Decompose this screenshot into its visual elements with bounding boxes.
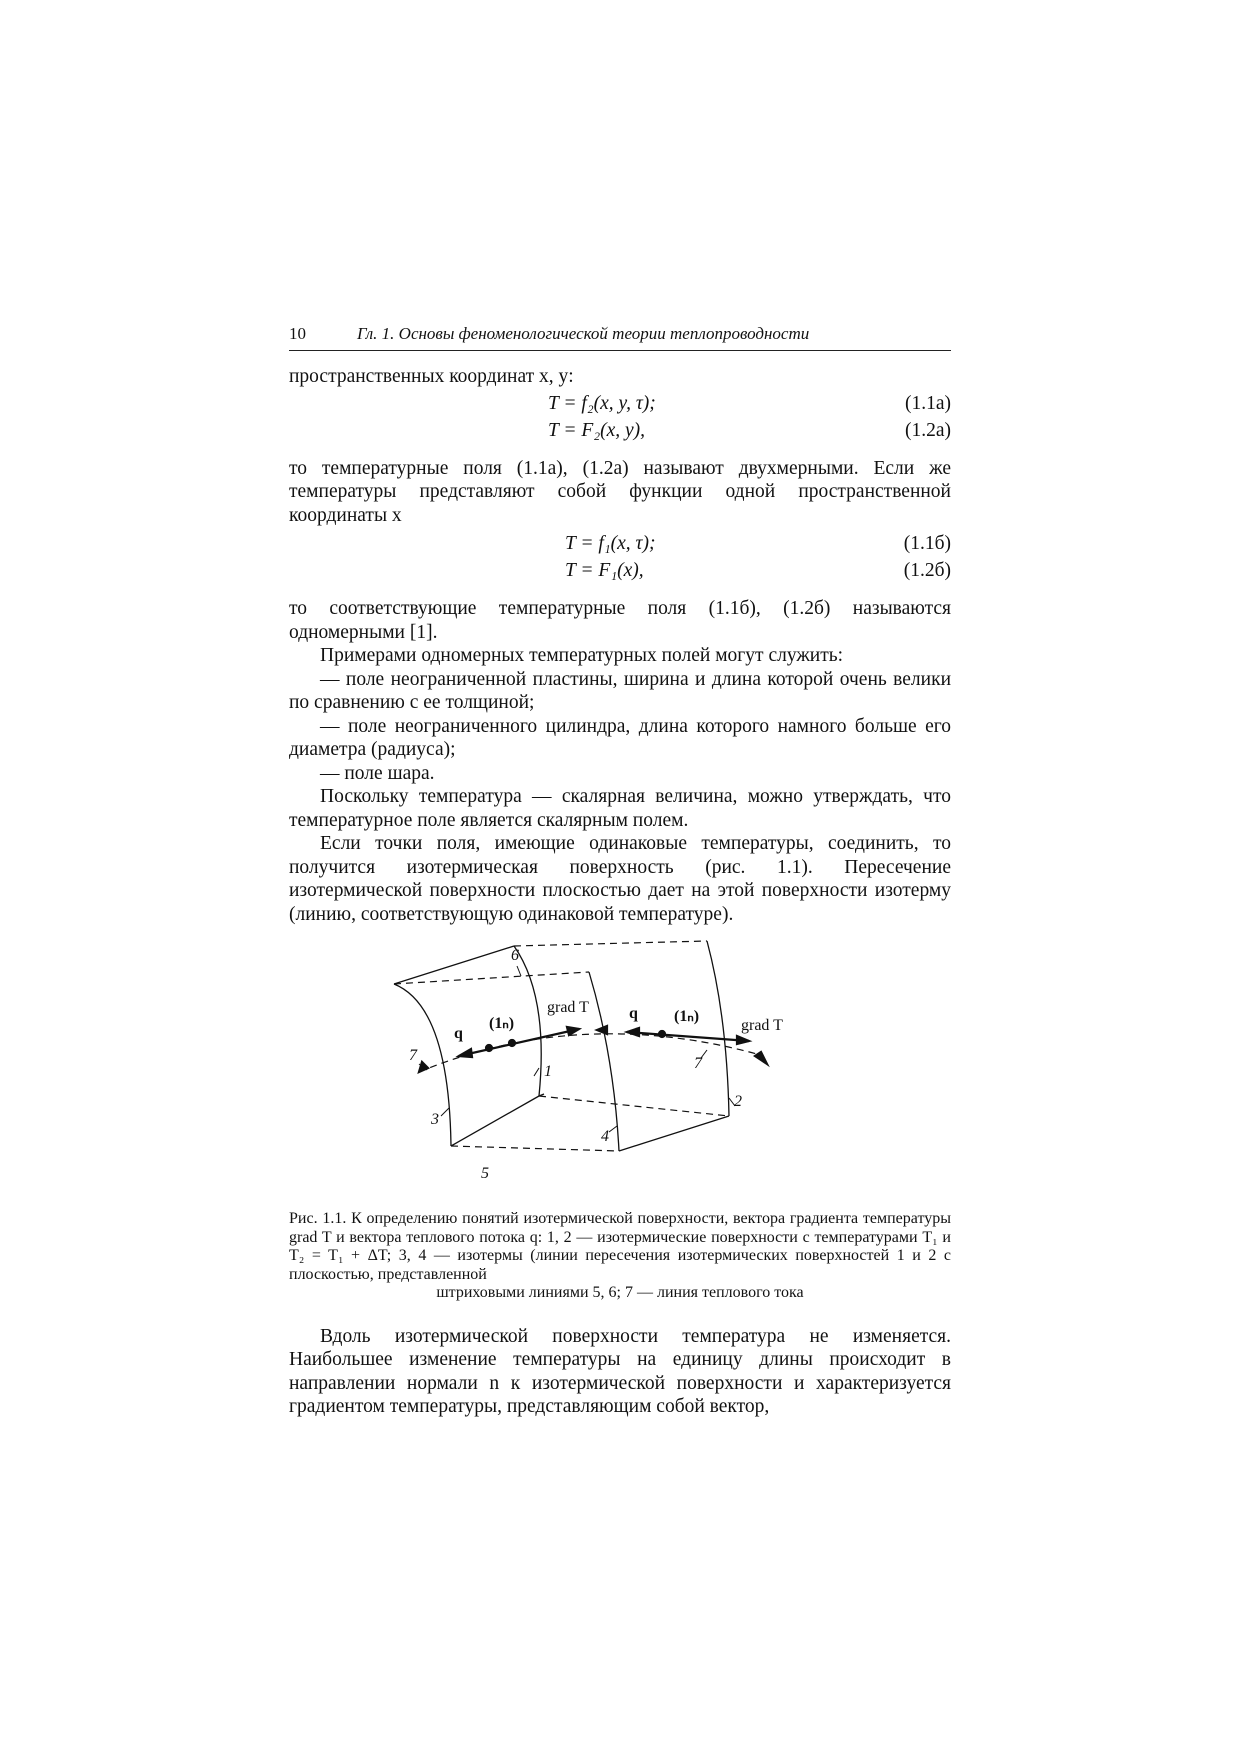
plane-6-bottom [394, 972, 589, 984]
label-grad-right: grad T [741, 1017, 783, 1034]
equation-formula: T = F₁(x), [565, 560, 644, 581]
surface2-left-edge [589, 972, 619, 1151]
label-2: 2 [734, 1093, 742, 1110]
flow-arrowhead-right [755, 1052, 767, 1064]
label-normal-left: (1ₙ) [489, 1015, 515, 1032]
isotherm-4 [619, 1116, 729, 1151]
paragraph-gradient: Вдоль изотермической поверхности температура не изменяется. Наибольшее изменение температуры на единицу длины происходит в направлении нормали n к изотермической поверхности и характеризуется градиентом температуры, представляющим собой вектор, [289, 1325, 951, 1417]
plane-5-back [539, 1096, 729, 1116]
grad-arrowhead-left [567, 1027, 579, 1035]
page [289, 322, 951, 1419]
figure-1-1 [289, 936, 951, 1206]
equation-number: (1.2б) [903, 560, 951, 581]
label-7-left: 7 [409, 1047, 417, 1064]
equation-1-2a [289, 420, 951, 447]
chapter-title: Гл. 1. Основы феноменологической теории теплопроводности [357, 324, 810, 343]
isothermal-surfaces-diagram [389, 936, 809, 1206]
label-1: 1 [544, 1063, 552, 1080]
equation-number: (1.1а) [904, 392, 951, 414]
q-arrowhead-left [459, 1049, 472, 1057]
plane-5-bottom [451, 1146, 619, 1151]
vector-line-left [459, 1029, 579, 1056]
equation-formula: T = f₁(x, τ); [565, 533, 656, 554]
flow-arrowhead-mid [597, 1026, 607, 1034]
surface2-right-edge [707, 941, 729, 1116]
paragraph-scalar: Поскольку температура — скалярная величина, можно утверждать, что температурное поле является скалярным полем. [289, 786, 951, 831]
equation-1-2b [289, 560, 951, 587]
intro-line: пространственных координат x, y: [289, 366, 574, 387]
paragraph-isotherm: Если точки поля, имеющие одинаковые температуры, соединить, то получится изотермическая поверхность (рис. 1.1). Пересечение изотермической поверхности плоскостью дает на этой поверхности изотерму (линию, соответствующую одинаковой температуре). [289, 833, 951, 925]
page-number: 10 [289, 324, 306, 343]
point-left [486, 1045, 492, 1051]
equation-formula: T = f₂(x, y, τ); [548, 392, 656, 414]
q-arrowhead-right [627, 1028, 639, 1036]
paragraph-one-dim: то соответствующие температурные поля (1.1б), (1.2б) называются одномерными [1]. [289, 598, 951, 643]
label-4: 4 [601, 1128, 609, 1145]
equation-1-1b [289, 533, 951, 560]
running-head [289, 322, 951, 351]
grad-arrowhead-right [737, 1036, 749, 1044]
examples-intro: Примерами одномерных температурных полей могут служить: [320, 645, 844, 666]
paragraph-two-dim: то температурные поля (1.1а), (1.2а) называют двухмерными. Если же температуры представляют собой функции одной пространственной координаты x [289, 457, 951, 526]
equation-1-1a [289, 393, 951, 420]
example-sphere: — поле шара. [320, 762, 435, 784]
label-q-right: q [629, 1005, 638, 1022]
label-3: 3 [431, 1111, 439, 1128]
equation-number: (1.2а) [904, 419, 951, 441]
label-7-right: 7 [694, 1055, 702, 1072]
label-5: 5 [481, 1165, 489, 1182]
label-grad-left: grad T [547, 999, 589, 1016]
equation-number: (1.1б) [903, 533, 951, 554]
figure-caption-last-line: штриховыми линиями 5, 6; 7 — линия теплового тока [436, 1284, 804, 1301]
example-plate: — поле неограниченной пластины, ширина и длина которой очень велики по сравнению с ее толщиной; [289, 668, 951, 713]
vector-line-right [627, 1032, 749, 1041]
plane-6-top [514, 941, 707, 946]
example-cylinder: — поле неограниченного цилиндра, длина которого намного больше его диаметра (радиуса); [289, 715, 951, 760]
figure-caption: Рис. 1.1. К определению понятий изотермической поверхности, вектора градиента температуры grad T и вектора теплового потока q: 1, 2 — изотермические поверхности с температурами T₁ и T₂ = T₁ + ΔT; 3, 4 — изотермы (линии пересечения изотермических поверхностей 1 и 2 с плоскостью, представленной [289, 1210, 951, 1283]
label-normal-right: (1ₙ) [674, 1008, 700, 1025]
label-q-left: q [454, 1025, 463, 1042]
isotherm-3 [451, 1096, 539, 1146]
equation-formula: T = F₂(x, y), [548, 419, 646, 441]
point-left-2 [509, 1040, 515, 1046]
point-right [659, 1031, 665, 1037]
label-6: 6 [511, 947, 519, 964]
